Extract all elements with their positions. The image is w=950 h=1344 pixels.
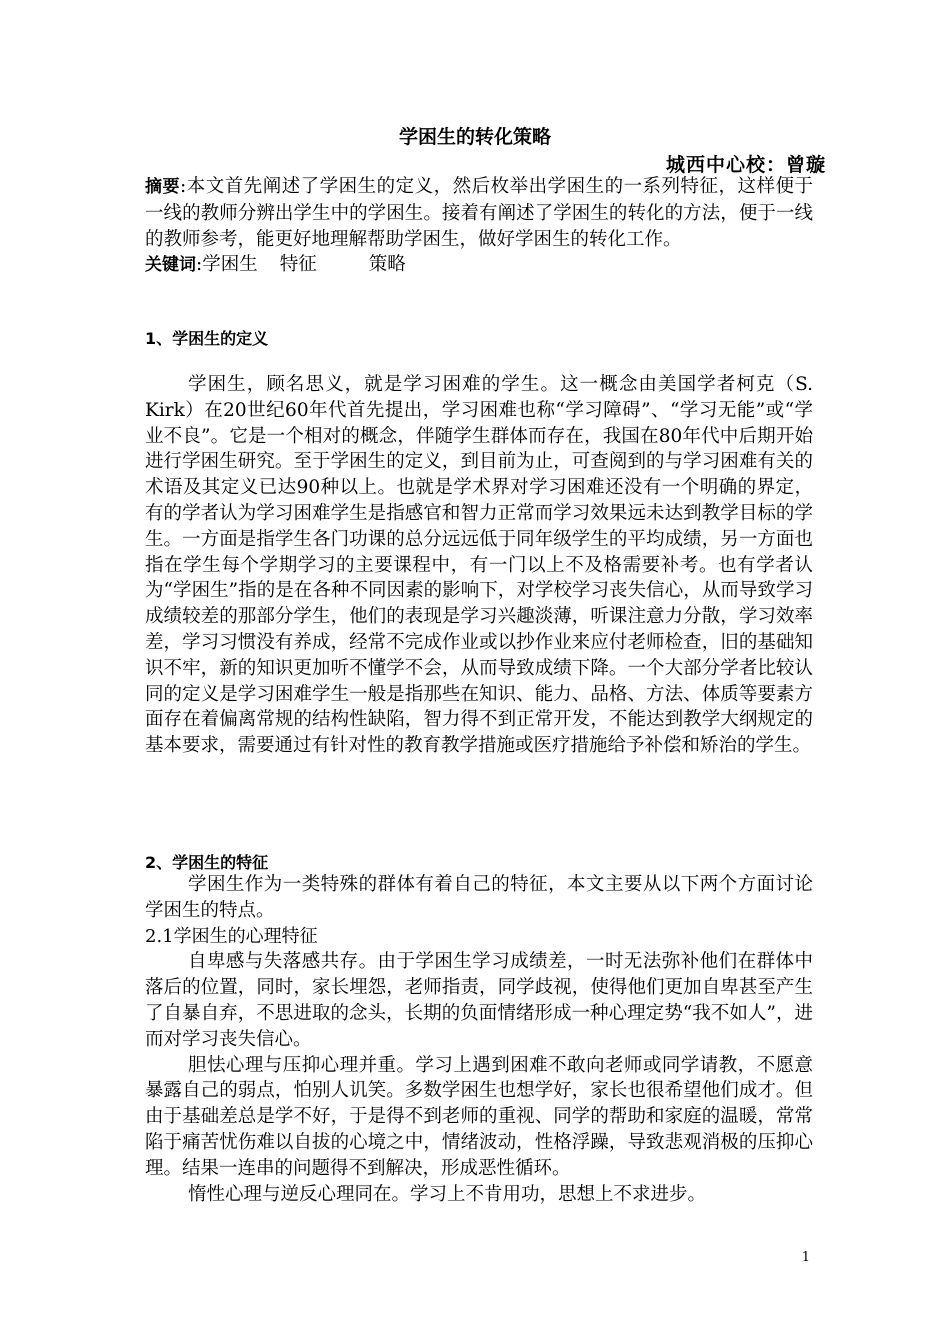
section-2-heading: 2、学困生的特征 [145,853,269,872]
section-1-paragraph: 学困生，顾名思义，就是学习困难的学生。这一概念由美国学者柯克（S. Kirk）在20世纪60年代首先提出，学习困难也称“学习障碍”、“学习无能”或“学业不良”。它是一个相对的概念，伴随学生群体而存在，我国在80年代中后期开始进行学困生研究。至于学困生的定义，到目前为止，可查阅到的与学习困难有关的术语及其定义已达90种以上。也就是学术界对学习困难还没有一个明确的界定，有的学者认为学习困难学生是指感官和智力正常而学习效果远未达到教学目标的学生。一方面是指学生各门功课的总分远远低于同年级学生的平均成绩，另一方面也指在学生每个学期学习的主要课程中，有一门以上不及格需要补考。也有学者认为“学困生”指的是在各种不同因素的影响下，对学校学习丧失信心，从而导致学习成绩较差的那部分学生，他们的表现是学习兴趣淡薄，听课注意力分散，学习效率差，学习习惯没有养成，经常不完成作业或以抄作业来应付老师检查，旧的基础知识不牢，新的知识更加听不懂学不会，从而导致成绩下降。一个大部分学者比较认同的定义是学习困难学生一般是指那些在知识、能力、品格、方法、体质等要素方面存在着偏离常规的结构性缺陷，智力得不到正常开发，不能达到教学大纲规定的基本要求，需要通过有针对性的教育教学措施或医疗措施给予补偿和矫治的学生。 [145,374,813,757]
keyword-3: 策略 [368,254,406,276]
section-2 [145,850,813,873]
abstract-block [145,174,813,279]
document-title: 学困生的转化策略 [398,126,551,148]
section-1 [145,326,813,349]
paragraph-inertia: 惰性心理与逆反心理同在。学习上不肯用功，思想上不求进步。 [188,1183,707,1205]
keywords-label: 关键词 [145,255,196,276]
paragraph-timidity: 胆怯心理与压抑心理并重。学习上遇到困难不敢向老师或同学请教，不愿意暴露自己的弱点，怕别人讥笑。多数学困生也想学好，家长也很希望他们成才。但由于基础差总是学不好，于是得不到老师的重视、同学的帮助和家庭的温暖，常常陷于痛苦忧伤难以自拔的心境之中，情绪波动，性格浮躁，导致悲观消极的压抑心理。结果一连串的问题得不到解决，形成恶性循环。 [145,1054,813,1179]
abstract-text: :本文首先阐述了学困生的定义，然后枚举出学困生的一系列特征，这样便于一线的教师分辨出学生中的学困生。接着有阐述了学困生的转化的方法，便于一线的教师参考，能更好地理解帮助学困生，做好学困生的转化工作。 [145,176,814,250]
paragraph-inferiority: 自卑感与失落感共存。由于学困生学习成绩差，一时无法弥补他们在群体中落后的位置，同时，家长埋怨，老师指责，同学歧视，使得他们更加自卑甚至产生了自暴自弃，不思进取的念头，长期的负面情绪形成一种心理定势“我不如人”，进而对学习丧失信心。 [145,951,813,1050]
section-1-body [145,372,813,759]
section-1-heading: 1、学困生的定义 [145,329,269,348]
abstract-paragraph [145,174,813,252]
section-2-1-heading: 2.1学困生的心理特征 [145,925,318,947]
keywords-prefix: : [196,254,203,276]
section-2-intro: 学困生作为一类特殊的群体有着自己的特征，本文主要从以下两个方面讨论学困生的特点。 [145,874,813,921]
keyword-1: 学困生 [202,254,258,276]
abstract-label: 摘要 [145,177,180,197]
document-author: 城西中心校：曾璇 [665,154,826,176]
page-number: 1 [801,1250,810,1265]
section-2-body [145,872,813,1207]
keywords-line [145,252,813,279]
keyword-2: 特征 [279,254,317,276]
